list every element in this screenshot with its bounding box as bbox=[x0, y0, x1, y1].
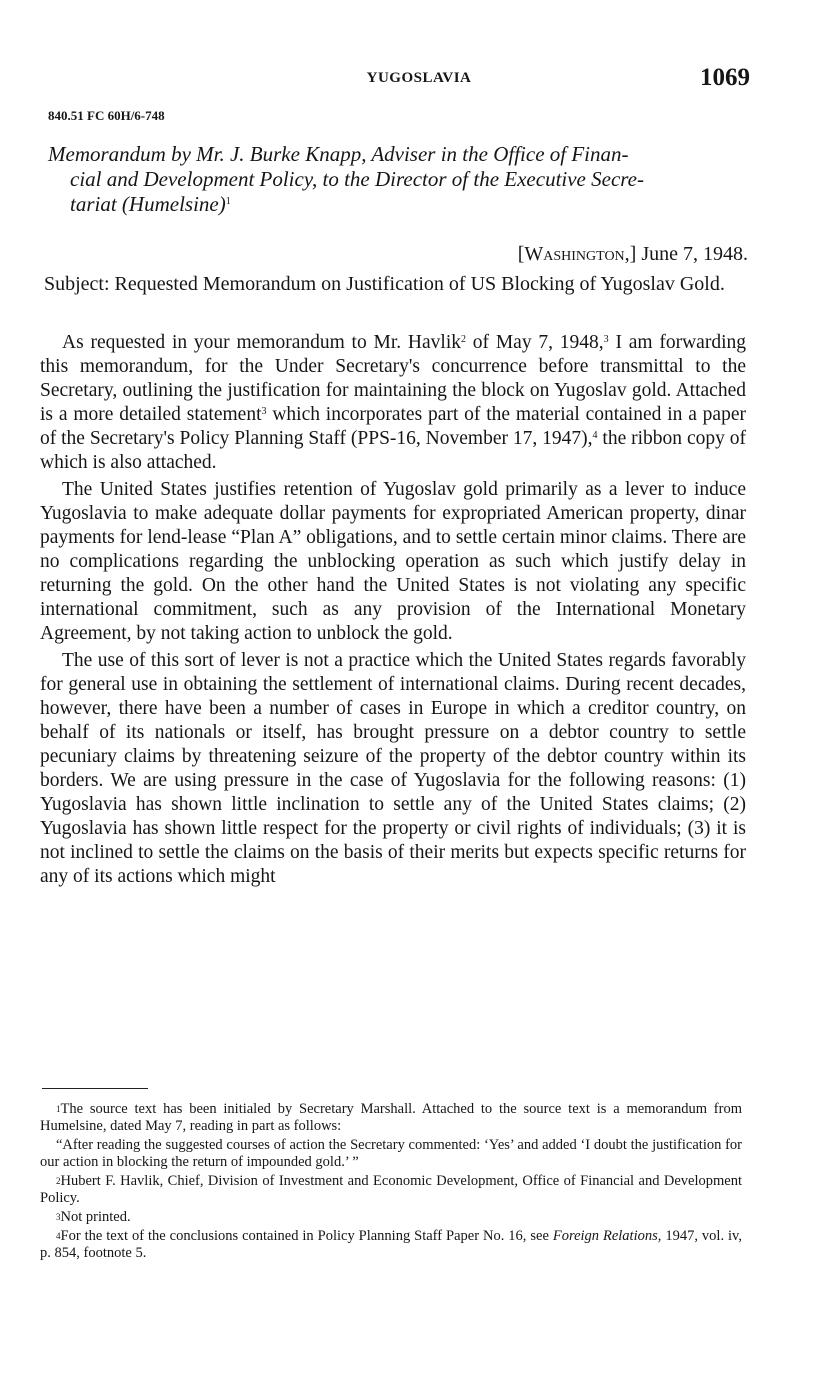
footnote-3-text: Not printed. bbox=[60, 1209, 131, 1225]
paragraph-1-text-b: of May 7, 1948, bbox=[466, 332, 604, 353]
paragraph-1-text-a: As requested in your memorandum to Mr. Havlik bbox=[62, 332, 462, 353]
page-number: 1069 bbox=[700, 64, 750, 91]
footnote-ref-3b: 3 bbox=[261, 406, 267, 417]
footnotes bbox=[40, 1101, 742, 1264]
paragraph-3: The use of this sort of lever is not a practice which the United States regards favorably for general use in obtaining the settlement of international claims. During recent decades, however, there have been a number of cases in Europe in which a creditor country, on behalf of its nationals or itself, has brought pressure on a debtor country to settle pecuniary claims by threatening seizure of the property of the debtor country within its borders. We are using pressure in the case of Yugoslavia for the following reasons: (1) Yugoslavia has shown little inclination to settle any of the United States claims; (2) Yugoslavia has shown little respect for the property or civil rights of individuals; (3) it is not inclined to settle the claims on the basis of their merits but expects specific returns for any of its actions which might bbox=[40, 650, 746, 887]
date-place: [Washington,] bbox=[517, 243, 637, 265]
paragraph-1 bbox=[40, 331, 746, 475]
running-head bbox=[0, 64, 838, 96]
footnote-4-publication: Foreign Relations bbox=[552, 1228, 658, 1244]
footnote-ref-3: 3 bbox=[603, 334, 609, 345]
memo-title-line-2: cial and Development Policy, to the Director of the Executive Secre- bbox=[70, 167, 644, 191]
memo-title-line-1: Memorandum by Mr. J. Burke Knapp, Adviser in the Office of Finan- bbox=[48, 142, 629, 166]
footnote-1-mark: 1 bbox=[56, 1104, 61, 1114]
running-title: YUGOSLAVIA bbox=[366, 70, 472, 86]
footnote-2-text: Hubert F. Havlik, Chief, Division of Investment and Economic Development, Office of Financial and Development Policy. bbox=[40, 1173, 742, 1206]
memo-title-line-3-text: tariat (Humelsine) bbox=[70, 192, 226, 216]
paragraph-1-text-c: I am forwarding this memorandum, for the Under Secretary's concurrence before transmittal to the Secretary, outlining the justification for maintaining the block on Yugoslav gold. Attached is a more detailed statement bbox=[40, 332, 746, 425]
paragraph-1-text-e: the ribbon copy of which is also attached. bbox=[40, 428, 746, 473]
memo-title bbox=[48, 142, 748, 217]
paragraph-2: The United States justifies retention of Yugoslav gold primarily as a lever to induce Yugoslavia to make adequate dollar payments for expropriated American property, dinar payments for lend-lease “Plan A” obligations, and to settle certain minor claims. There are no complications regarding the unblocking operation as such which justify delay in returning the gold. On the other hand the United States is not violating any specific international commitment, such as any provision of the International Monetary Agreement, by not taking action to unblock the gold. bbox=[40, 479, 746, 644]
footnote-1 bbox=[40, 1101, 742, 1135]
subject-label: Subject: bbox=[44, 273, 110, 295]
footnote-4-text-b: , 1947, vol. iv, p. 854, footnote 5. bbox=[40, 1228, 742, 1261]
paragraph-1-text-d: which incorporates part of the material contained in a paper of the Secretary's Policy Planning Staff (PPS-16, November 17, 1947), bbox=[40, 404, 746, 449]
footnote-rule bbox=[42, 1088, 148, 1089]
memo-title-line-3 bbox=[48, 192, 748, 217]
subject-text: Requested Memorandum on Justification of US Blocking of Yugoslav Gold. bbox=[114, 273, 725, 295]
footnote-3-mark: 3 bbox=[56, 1212, 61, 1222]
footnote-4-mark: 4 bbox=[56, 1231, 61, 1241]
footnote-2-mark: 2 bbox=[56, 1176, 61, 1186]
footnote-4 bbox=[40, 1228, 742, 1262]
footnote-ref-1: 1 bbox=[225, 196, 231, 207]
footnote-1-quote: “After reading the suggested courses of action the Secretary commented: ‘Yes’ and added ‘I doubt the justification for our action in blocking the return of impounded gold.’ ” bbox=[40, 1137, 742, 1170]
footnote-2 bbox=[40, 1173, 742, 1207]
date-line bbox=[518, 243, 748, 266]
footnote-ref-4: 4 bbox=[592, 430, 598, 441]
footnote-1-text: The source text has been initialed by Secretary Marshall. Attached to the source text is a memorandum from Humelsine, dated May 7, reading in part as follows: bbox=[40, 1101, 742, 1134]
subject-line bbox=[44, 272, 748, 296]
memo-body bbox=[40, 331, 746, 892]
date-value: June 7, 1948. bbox=[641, 243, 748, 265]
file-reference: 840.51 FC 60H/6-748 bbox=[48, 108, 165, 123]
footnote-ref-2: 2 bbox=[461, 334, 467, 345]
footnote-4-text-a: For the text of the conclusions contained in Policy Planning Staff Paper No. 16, see bbox=[60, 1228, 553, 1244]
footnote-3 bbox=[40, 1209, 742, 1226]
